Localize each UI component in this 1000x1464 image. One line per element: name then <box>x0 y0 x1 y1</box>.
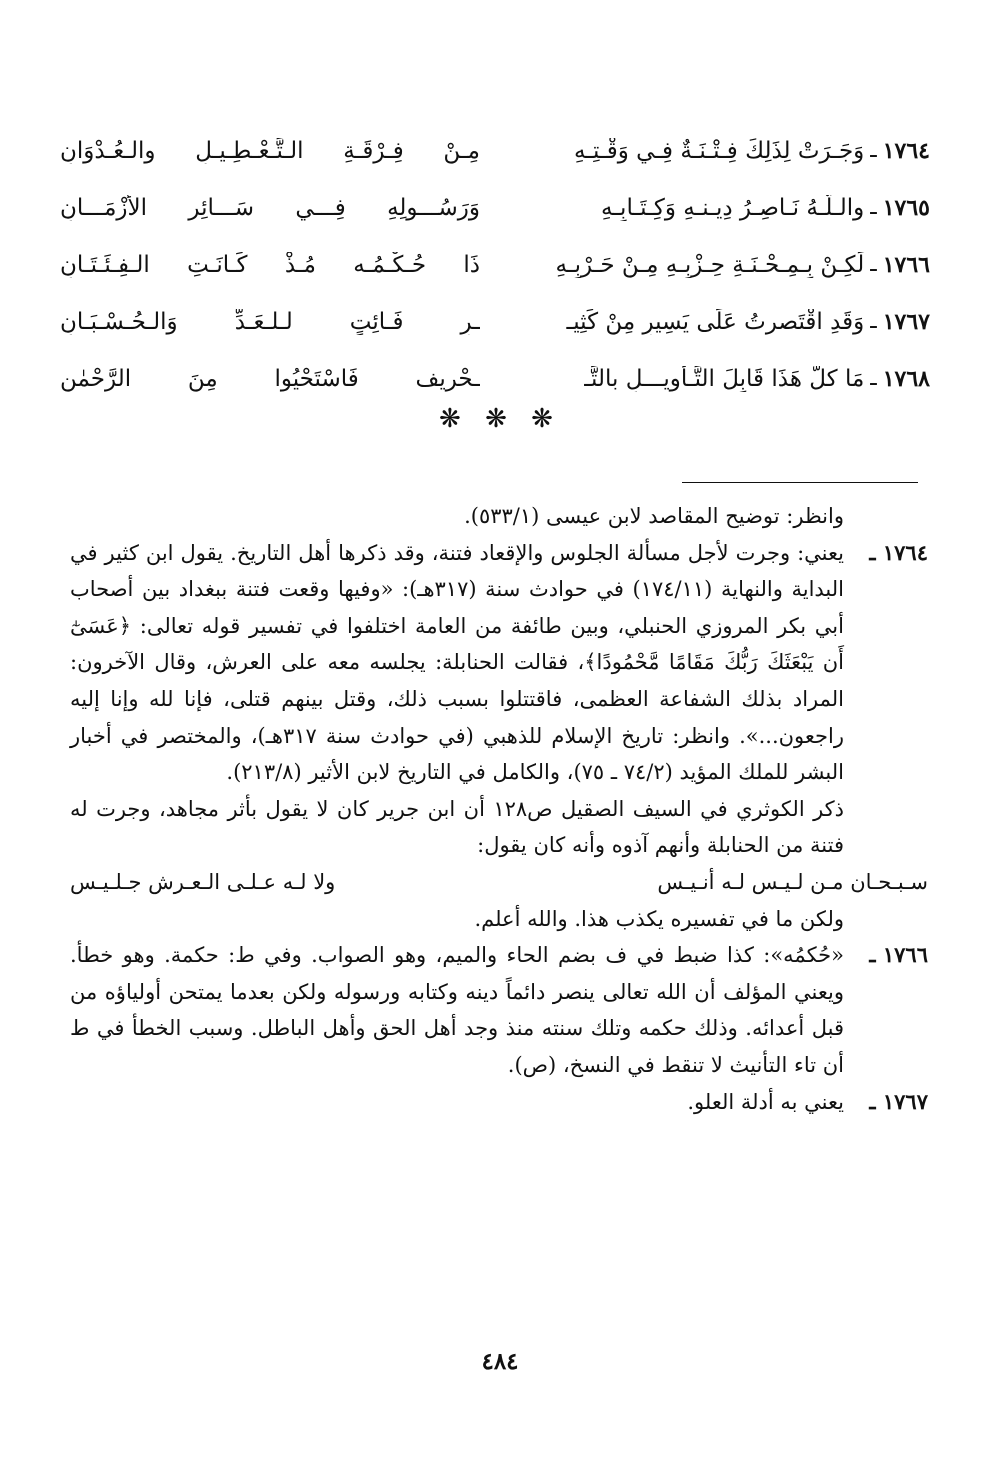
footnote-1767 <box>70 1084 928 1121</box>
verse-1768 <box>60 350 930 407</box>
footnote-1764-closing: ولكن ما في تفسيره يكذب هذا. والله أعلم. <box>474 906 844 931</box>
verse-second-hemistich: وَرَسُـــولِهِ فِـــي سَـــائِرِ الأزْمَـــانِ <box>60 194 480 221</box>
verse-first-hemistich: ١٧٦٨ ـ مَا كلُّ هَذَا قَابِلَ التَّـأْوِيـــلِ بالتَّـ <box>584 365 930 392</box>
footnote-text: «حُكمُه»: كذا ضبط في ف بضم الحاء والميم، وهو الصواب. وفي ط: حكمة. وهو خطأ. ويعني المؤلف أن الله تعالى ينصر دائماً دينه وكتابه ورسوله ولكن بعدما يمتحن أولياؤه من قبل أعدائه. وذلك حكمه وتلك سنته منذ وجد أهل الحق وأهل الباطل. وسبب الخطأ في ط أن تاء التأنيث لا تنقط في النسخ، (ص). <box>70 943 844 1077</box>
footnote-1764-extra: ذكر الكوثري في السيف الصقيل ص١٢٨ أن ابن جرير كان لا يقول بأثر مجاهد، وجرت له فتنة من الحنابلة وأنهم آذوه وأنه كان يقول: <box>70 796 845 858</box>
verse-first-text: لَكِـنْ بِـمِـحْـنَـةِ حِـزْبِـهِ مِـنْ حَـرْبِـهِ <box>555 251 865 278</box>
verse-first-hemistich: ١٧٦٥ ـ والـلَّـهُ نَـاصِـرُ دِيـنـهِ وَكِـتَـابِـهِ <box>600 194 930 221</box>
verse-1765 <box>60 179 930 236</box>
footnote-separator <box>682 482 918 483</box>
footnote-number: ١٧٦٤ ـ <box>869 539 928 565</box>
cited-verse-second: ولا لـه عـلـى الـعـرش جـلـيـس <box>70 869 336 894</box>
verse-second-hemistich: مِـنْ فِـرْقَـةِ الـتَّـعْـطِـيـلِ والـعُـدْوَانِ <box>60 137 480 164</box>
verse-first-hemistich: ١٧٦٧ ـ وَقَدِ اقْتَصرتُ عَلَى يَسِيرٍ مِنْ كَثِيـ <box>566 308 930 335</box>
verse-number: ١٧٦٦ <box>882 251 930 278</box>
footnote-1766 <box>70 937 928 1083</box>
verse-number: ١٧٦٧ <box>882 308 930 335</box>
verse-number: ١٧٦٨ <box>882 365 930 392</box>
verse-1764 <box>60 122 930 179</box>
footnote-text: يعني: وجرت لأجل مسألة الجلوس والإقعاد فتنة، وقد ذكرها أهل التاريخ. يقول ابن كثير في البداية والنهاية (١٧٤/١١) في حوادث سنة (٣١٧هـ): «وفيها وقعت فتنة ببغداد بين أصحاب أبي بكر المروزي الحنبلي، وبين طائفة من العامة اختلفوا في تفسير قوله تعالى: ﴿عَسَىٰٓ أَن يَبْعَثَكَ رَبُّكَ مَقَامًا مَّحْمُودًا﴾، فقالت الحنابلة: يجلسه معه على العرش، وقال الآخرون: المراد بذلك الشفاعة العظمى، فاقتتلوا بسبب ذلك، وقتل بينهم قتلى، فإنا لله وإنا إليه راجعون...». وانظر: تاريخ الإسلام للذهبي (في حوادث سنة ٣١٧هـ)، والمختصر في أخبار البشر للملك المؤيد (٧٤/٢ ـ ٧٥)، والكامل في التاريخ لابن الأثير (٢١٣/٨). <box>70 540 844 785</box>
verse-first-text: مَا كلُّ هَذَا قَابِلَ التَّـأْوِيـــلِ بالتَّـ <box>584 365 865 392</box>
section-ornament: ❋ ❋ ❋ <box>439 404 561 434</box>
footnote-text: يعني به أدلة العلو. <box>687 1089 844 1114</box>
verse-number: ١٧٦٥ <box>882 194 930 221</box>
verse-first-text: وَقَدِ اقْتَصرتُ عَلَى يَسِيرٍ مِنْ كَثِيـ <box>566 308 865 335</box>
footnote-intro: وانظر: توضيح المقاصد لابن عيسى (٥٣٣/١). <box>464 504 844 528</box>
cited-verse-first: سـبـحـان مـن لـيـس لـه أنـيـس <box>657 869 928 894</box>
footnote-number: ١٧٦٦ ـ <box>869 942 928 968</box>
verse-number: ١٧٦٤ <box>882 137 930 164</box>
cited-verse <box>70 864 928 901</box>
footnotes <box>70 498 928 1120</box>
verse-1766 <box>60 236 930 293</box>
verse-first-hemistich: ١٧٦٦ ـ لَكِـنْ بِـمِـحْـنَـةِ حِـزْبِـهِ مِـنْ حَـرْبِـهِ <box>555 251 930 278</box>
footnote-1764 <box>70 535 928 791</box>
verse-second-hemistich: ـرٍ فَـائِتٍ لـلـعَـدِّ وَالـحُـسْـبَـانِ <box>60 308 480 335</box>
verse-second-hemistich: ـحْرِيف فَاسْتَحْيُوا مِنَ الرَّحْمٰنِ <box>60 365 480 392</box>
verse-first-text: والـلَّـهُ نَـاصِـرُ دِيـنـهِ وَكِـتَـابِـهِ <box>600 194 865 221</box>
footnote-number: ١٧٦٧ ـ <box>869 1088 928 1114</box>
page-number: ٤٨٤ <box>481 1348 519 1375</box>
poem-verses <box>60 122 930 407</box>
verse-1767 <box>60 293 930 350</box>
verse-second-hemistich: ذَا حُـكْـمُـه مُـذْ كَـانَـتِ الـفِـئَـتَـانِ <box>60 251 480 278</box>
verse-first-text: وَجَـرَتْ لِذَلِكَ فِـتْـنَـةٌ فِـي وَقْـتِـهِ <box>573 137 865 164</box>
verse-first-hemistich: ١٧٦٤ ـ وَجَـرَتْ لِذَلِكَ فِـتْـنَـةٌ فِـي وَقْـتِـهِ <box>573 137 930 164</box>
